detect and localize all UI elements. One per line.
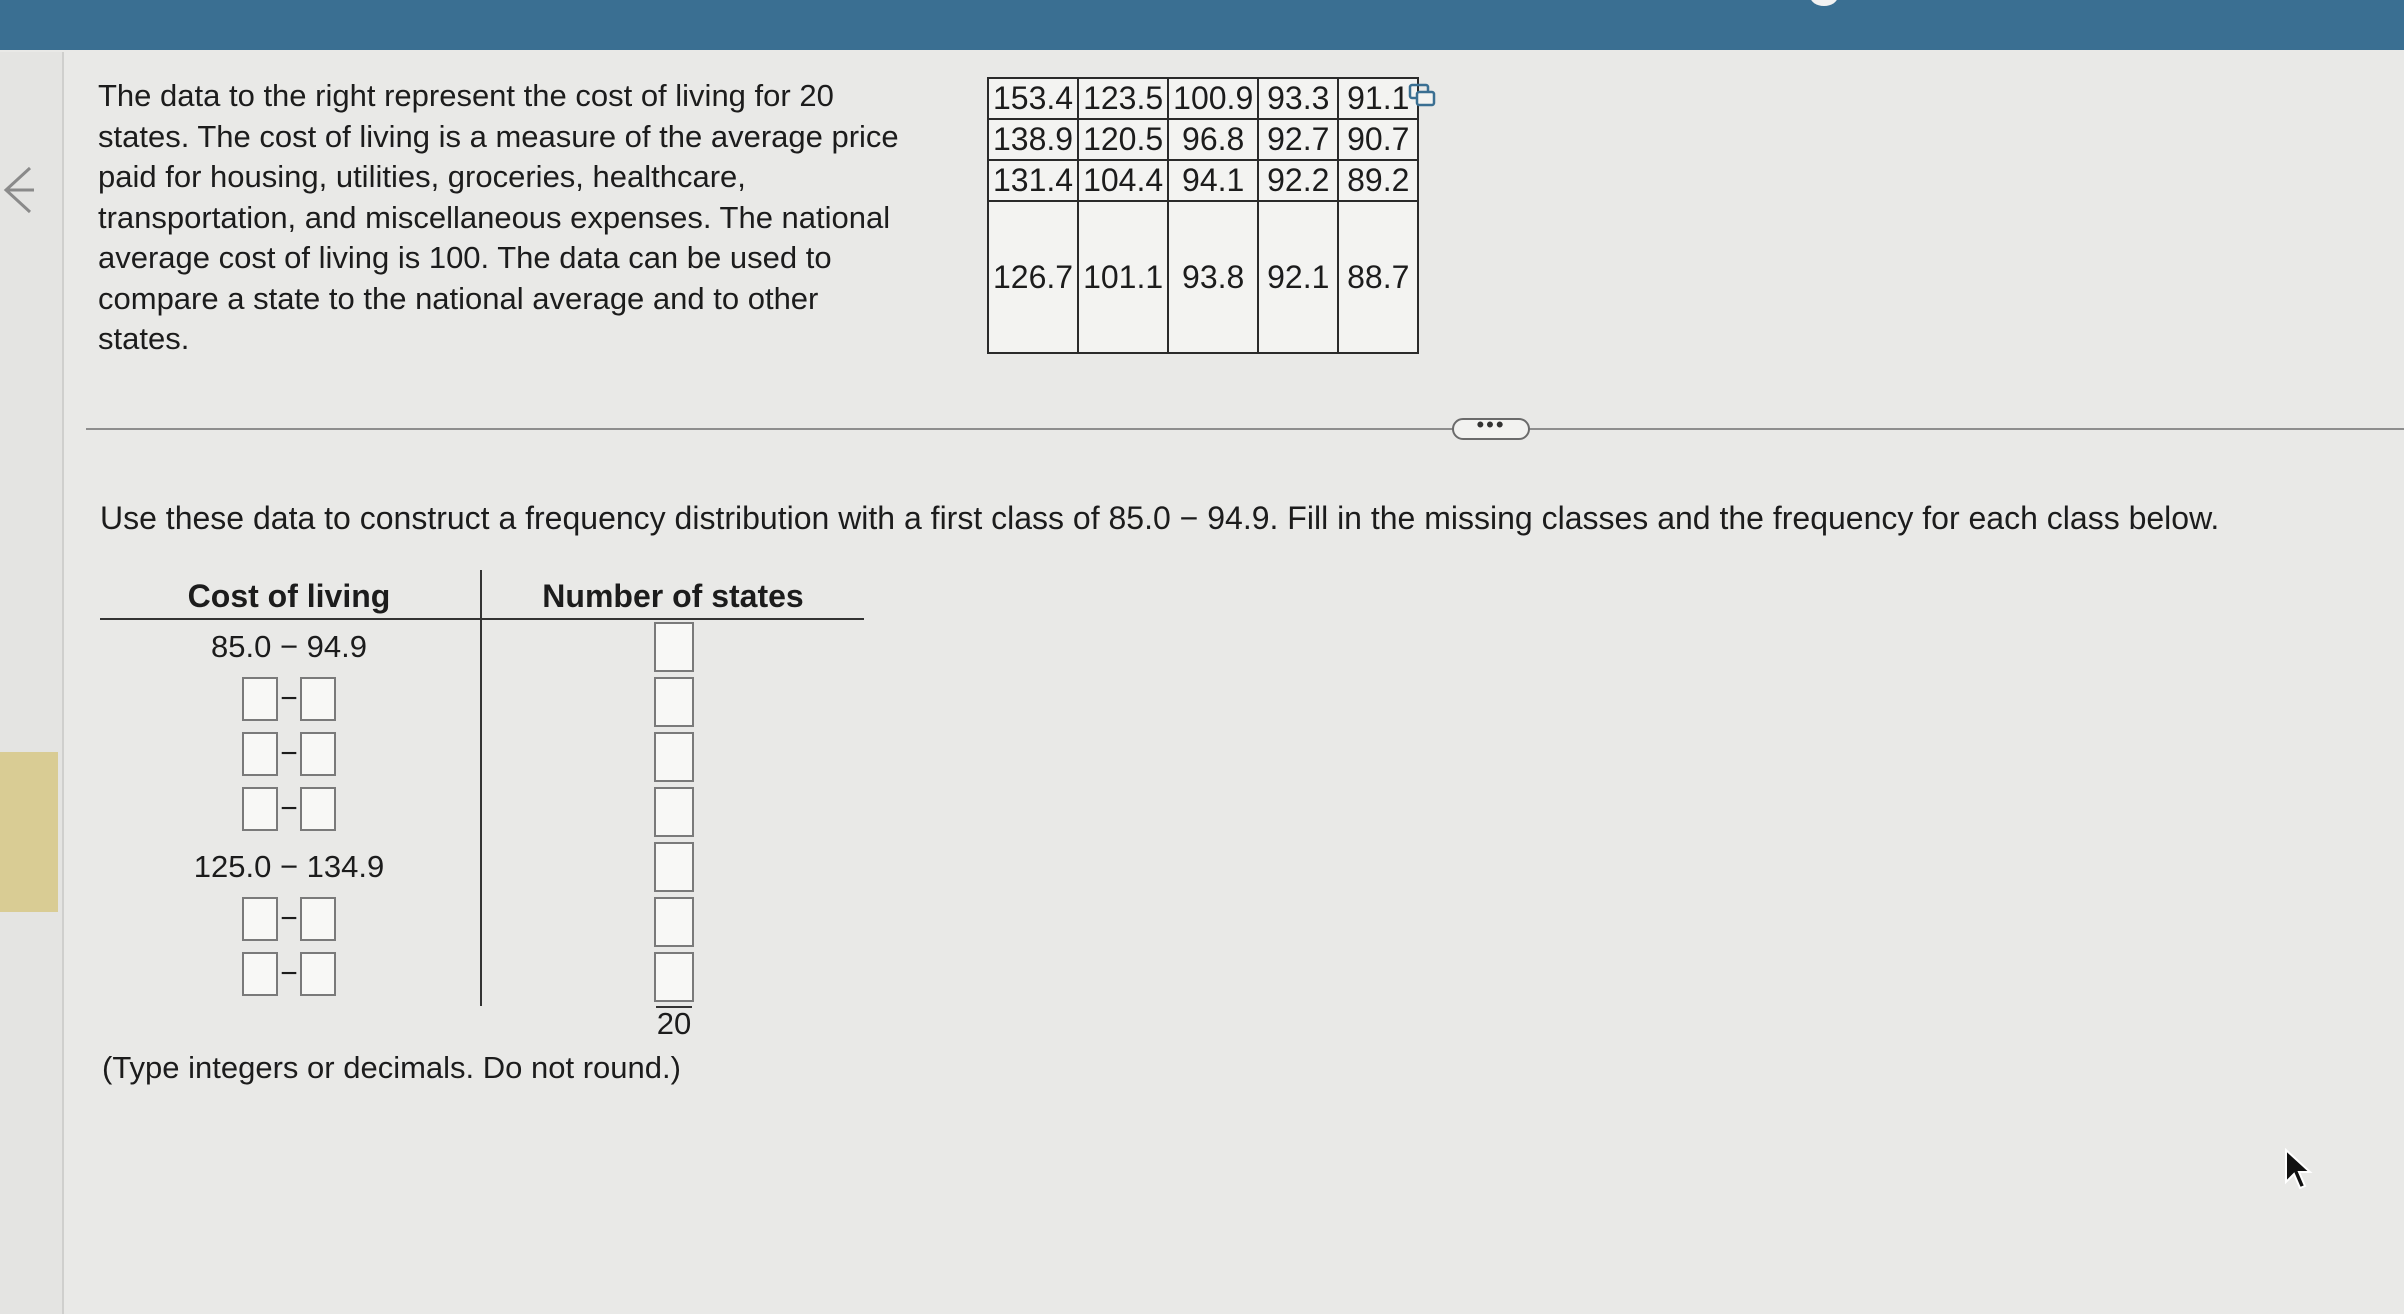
data-row: [988, 201, 1418, 353]
data-row: [988, 160, 1418, 201]
class-dash: −: [280, 737, 298, 770]
data-cell: 100.9: [1168, 78, 1258, 119]
back-arrow-icon[interactable]: [0, 160, 34, 220]
section-divider: [86, 428, 2404, 430]
class-dash: −: [280, 957, 298, 990]
data-cell: 92.7: [1258, 119, 1338, 160]
class-dash: −: [280, 902, 298, 935]
column-rule: [480, 570, 482, 1006]
frequency-input[interactable]: [654, 622, 694, 672]
data-cell: 126.7: [988, 201, 1078, 353]
class-label: 125.0 − 134.9: [193, 849, 385, 884]
data-cell: 89.2: [1338, 160, 1418, 201]
top-bar: [0, 0, 2404, 50]
class-lower-input[interactable]: [242, 897, 278, 941]
class-row: [100, 842, 478, 892]
data-cell: 93.3: [1258, 78, 1338, 119]
class-row: [100, 952, 478, 1002]
frequency-input[interactable]: [654, 787, 694, 837]
class-row: [100, 732, 478, 782]
instruction-text: Use these data to construct a frequency distribution with a first class of 85.0 − 94.9. Fill in the missing classes and the frequency for each class below.: [100, 500, 2220, 536]
header-number-of-states: Number of states: [542, 578, 804, 614]
data-cell: 88.7: [1338, 201, 1418, 353]
copy-icon[interactable]: [1408, 82, 1436, 108]
class-lower-input[interactable]: [242, 787, 278, 831]
data-cell: 94.1: [1168, 160, 1258, 201]
frequency-input[interactable]: [654, 842, 694, 892]
class-lower-input[interactable]: [242, 952, 278, 996]
left-rail: [0, 52, 64, 1314]
data-cell: 92.2: [1258, 160, 1338, 201]
frequency-input[interactable]: [654, 732, 694, 782]
data-cell: 104.4: [1078, 160, 1168, 201]
problem-intro-text: The data to the right represent the cost of living for 20 states. The cost of living is a measure of the average price paid for housing, utilities, groceries, healthcare, transportation, and miscellaneous expenses. The national average cost of living is 100. The data can be used to compare a state to the national average and to other states.: [98, 78, 899, 356]
data-cell: 93.8: [1168, 201, 1258, 353]
class-upper-input[interactable]: [300, 732, 336, 776]
class-row: [100, 787, 478, 837]
data-row: [988, 78, 1418, 119]
answer-format-note: (Type integers or decimals. Do not round.): [102, 1050, 681, 1085]
data-row: [988, 119, 1418, 160]
data-cell: 153.4: [988, 78, 1078, 119]
class-row: [100, 897, 478, 947]
data-cell: 101.1: [1078, 201, 1168, 353]
data-cell: 96.8: [1168, 119, 1258, 160]
class-upper-input[interactable]: [300, 677, 336, 721]
data-cell: 131.4: [988, 160, 1078, 201]
data-cell: 92.1: [1258, 201, 1338, 353]
class-upper-input[interactable]: [300, 952, 336, 996]
class-dash: −: [280, 792, 298, 825]
class-row: [100, 622, 478, 672]
frequency-input[interactable]: [654, 952, 694, 1002]
class-upper-input[interactable]: [300, 787, 336, 831]
expand-more-button[interactable]: •••: [1452, 418, 1530, 440]
mouse-pointer-icon: [2284, 1148, 2314, 1192]
frequency-input[interactable]: [654, 897, 694, 947]
class-upper-input[interactable]: [300, 897, 336, 941]
class-label: 85.0 − 94.9: [211, 629, 367, 664]
top-bar-indicator: [1810, 0, 1838, 6]
class-row: [100, 677, 478, 727]
cost-of-living-data-table: [987, 77, 1419, 354]
class-lower-input[interactable]: [242, 677, 278, 721]
header-rule: [100, 618, 864, 620]
class-lower-input[interactable]: [242, 732, 278, 776]
frequency-total: 20: [656, 1006, 692, 1041]
frequency-distribution-table: [100, 570, 864, 1041]
rail-highlight: [0, 752, 58, 912]
data-cell: 123.5: [1078, 78, 1168, 119]
data-cell: 91.1: [1338, 78, 1418, 119]
data-cell: 138.9: [988, 119, 1078, 160]
frequency-input[interactable]: [654, 677, 694, 727]
class-dash: −: [280, 682, 298, 715]
header-cost-of-living: Cost of living: [187, 578, 391, 614]
data-cell: 120.5: [1078, 119, 1168, 160]
data-cell: 90.7: [1338, 119, 1418, 160]
